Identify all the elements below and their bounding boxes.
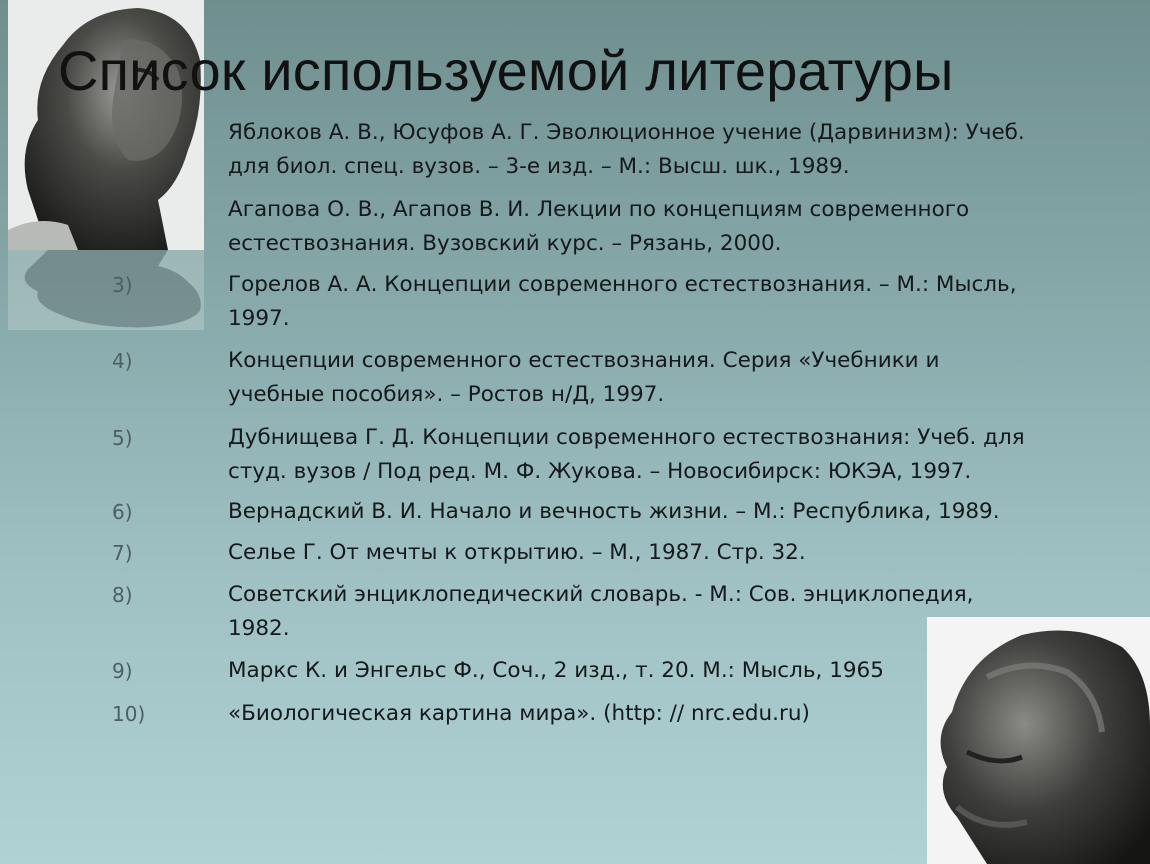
list-item-number: 5) (112, 426, 133, 450)
list-item-text (228, 536, 1098, 570)
list-item-number: 3) (112, 273, 133, 297)
list-item-text (228, 268, 1098, 336)
list-item-line: Вернадский В. И. Начало и вечность жизни. – М.: Республика, 1989. (228, 499, 1000, 524)
list-item-text (228, 193, 1098, 261)
list-item-number: 8) (112, 583, 133, 607)
list-item-text (228, 116, 1098, 184)
list-item-number: 4) (112, 349, 133, 373)
list-item-number: 10) (112, 702, 146, 726)
list-item-number: 6) (112, 500, 133, 524)
list-item-line: 1982. (228, 616, 290, 641)
list-item-line: Маркс К. и Энгельс Ф., Соч., 2 изд., т. 20. М.: Мысль, 1965 (228, 658, 884, 683)
list-item-line: Дубнищева Г. Д. Концепции современного естествознания: Учеб. для (228, 425, 1025, 450)
list-item-text (228, 578, 1098, 646)
list-item-line: Горелов А. А. Концепции современного естествознания. – М.: Мысль, (228, 272, 1017, 297)
list-item-text (228, 697, 1098, 731)
list-item-line: Яблоков А. В., Юсуфов А. Г. Эволюционное учение (Дарвинизм): Учеб. (228, 120, 1025, 145)
list-item-number: 9) (112, 659, 133, 683)
slide-title: Список используемой литературы (58, 39, 954, 102)
list-item-text (228, 421, 1098, 489)
list-item-line: «Биологическая картина мира». (http: // nrc.edu.ru) (228, 701, 810, 726)
list-item-line: Агапова О. В., Агапов В. И. Лекции по концепциям современного (228, 197, 970, 222)
list-item-line: для биол. спец. вузов. – 3-е изд. – М.: Высш. шк., 1989. (228, 154, 850, 179)
list-item-line: 1997. (228, 306, 290, 331)
list-item-line: Селье Г. От мечты к открытию. – М., 1987. Стр. 32. (228, 540, 806, 565)
list-item-text (228, 495, 1098, 529)
list-item-line: Советский энциклопедический словарь. - М.: Сов. энциклопедия, (228, 582, 974, 607)
list-item-line: учебные пособия». – Ростов н/Д, 1997. (228, 382, 665, 407)
list-item-text (228, 344, 1098, 412)
list-item-line: естествознания. Вузовский курс. – Рязань, 2000. (228, 231, 782, 256)
list-item-number: 7) (112, 541, 133, 565)
list-item-text (228, 654, 1098, 688)
list-item-line: Концепции современного естествознания. Серия «Учебники и (228, 348, 940, 373)
list-item-line: студ. вузов / Под ред. М. Ф. Жукова. – Новосибирск: ЮКЭА, 1997. (228, 459, 972, 484)
